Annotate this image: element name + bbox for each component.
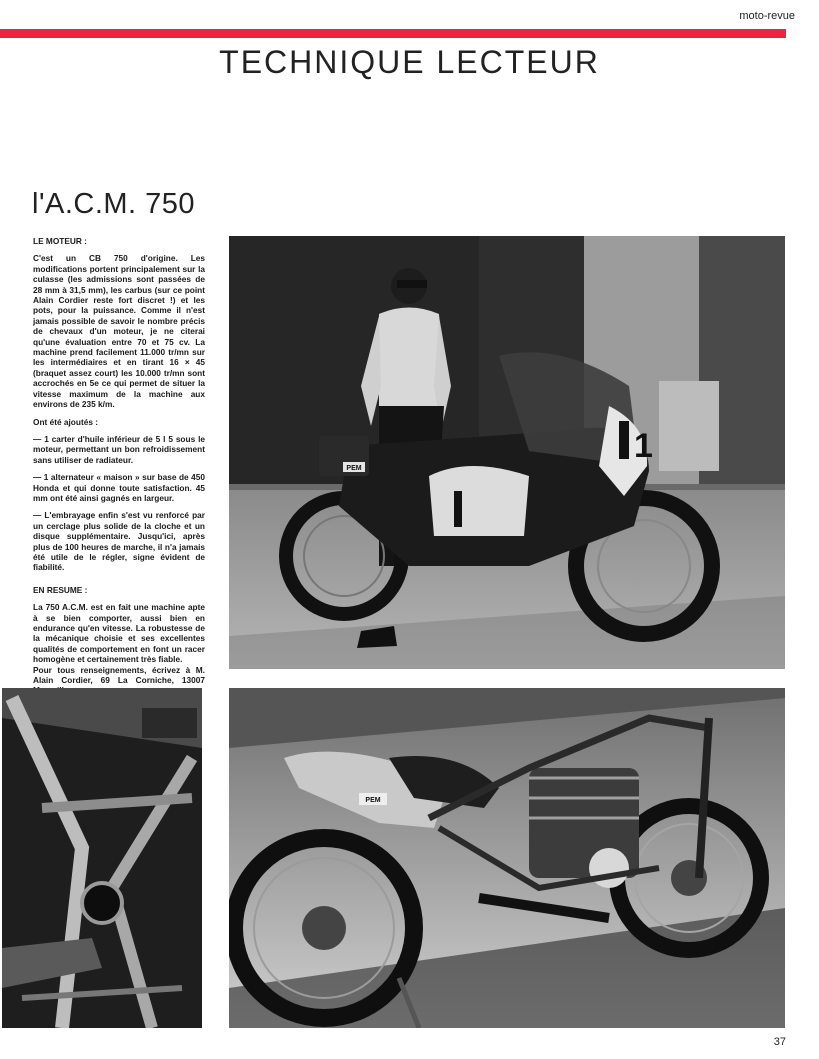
photo-rider-with-bike [229,236,785,669]
paragraph-embrayage: — L'embrayage enfin s'est vu renforcé par un cerclage plus solide de la cloche et un disque supplémentaire. Jusqu'ici, après plus de 100 heures de marche, il n'a jamais été utile de le régler, signe évident de fiabilité. [33,510,205,573]
paragraph-ajoutes: Ont été ajoutés : [33,416,99,427]
paragraph-alternateur: — 1 alternateur « maison » sur base de 450 Honda et qui donne toute satisfaction. 45 mm ont été ainsi gagnés en largeur. [33,472,205,503]
photo-frame-closeup [2,688,202,1028]
race-number: 1 [634,427,653,465]
masthead: moto-revue [739,10,795,22]
photo-stripped-bike [229,688,785,1028]
page-title: TECHNIQUE LECTEUR [219,44,600,80]
article-column [33,236,205,703]
article-title: l'A.C.M. 750 [32,188,196,220]
paragraph-moteur: C'est un CB 750 d'origine. Les modifications portent principalement sur la culasse (les admissions sont passées de 28 mm à 31,5 mm), les carbus (sur ce point Alain Cordier reste fort discret !) et les pots, pour la puissance. Comme il n'est jamais possible de savoir le nombre précis de chevaux d'un moteur, je ne citerai qu'une évaluation entre 70 et 75 cv. La machine prend facilement 11.000 tr/mn sur les intermédiaires et en tirant 16 × 45 (braquet assez court) les 10.000 tr/mn sont accrochés en 5e ce qui permet de situer la vitesse maximum de la machine aux environs de 235 k/m. [33,253,205,410]
section-heading-moteur: LE MOTEUR : [33,236,87,246]
paragraph-resume: La 750 A.C.M. est en fait une machine apte à se bien comporter, aussi bien en endurance qu'en vitesse. La robustesse de la mécanique choisie et ses excellentes qualités de comportement en font un racer homogène et certainement très fiable. [33,602,205,665]
page-number: 37 [773,1036,786,1048]
sticker-text-2: PEM [365,797,381,804]
accent-bar [0,29,786,38]
paragraph-contact: Pour tous renseignements, écrivez à M. Alain Cordier, 69 La Corniche, 13007 [33,664,205,686]
section-heading-resume: EN RESUME : [33,584,88,595]
paragraph-carter: — 1 carter d'huile inférieur de 5 l 5 sous le moteur, permettant un bon refroidissement sans utiliser de radiateur. [33,433,205,465]
sticker-text: PEM [346,465,362,472]
